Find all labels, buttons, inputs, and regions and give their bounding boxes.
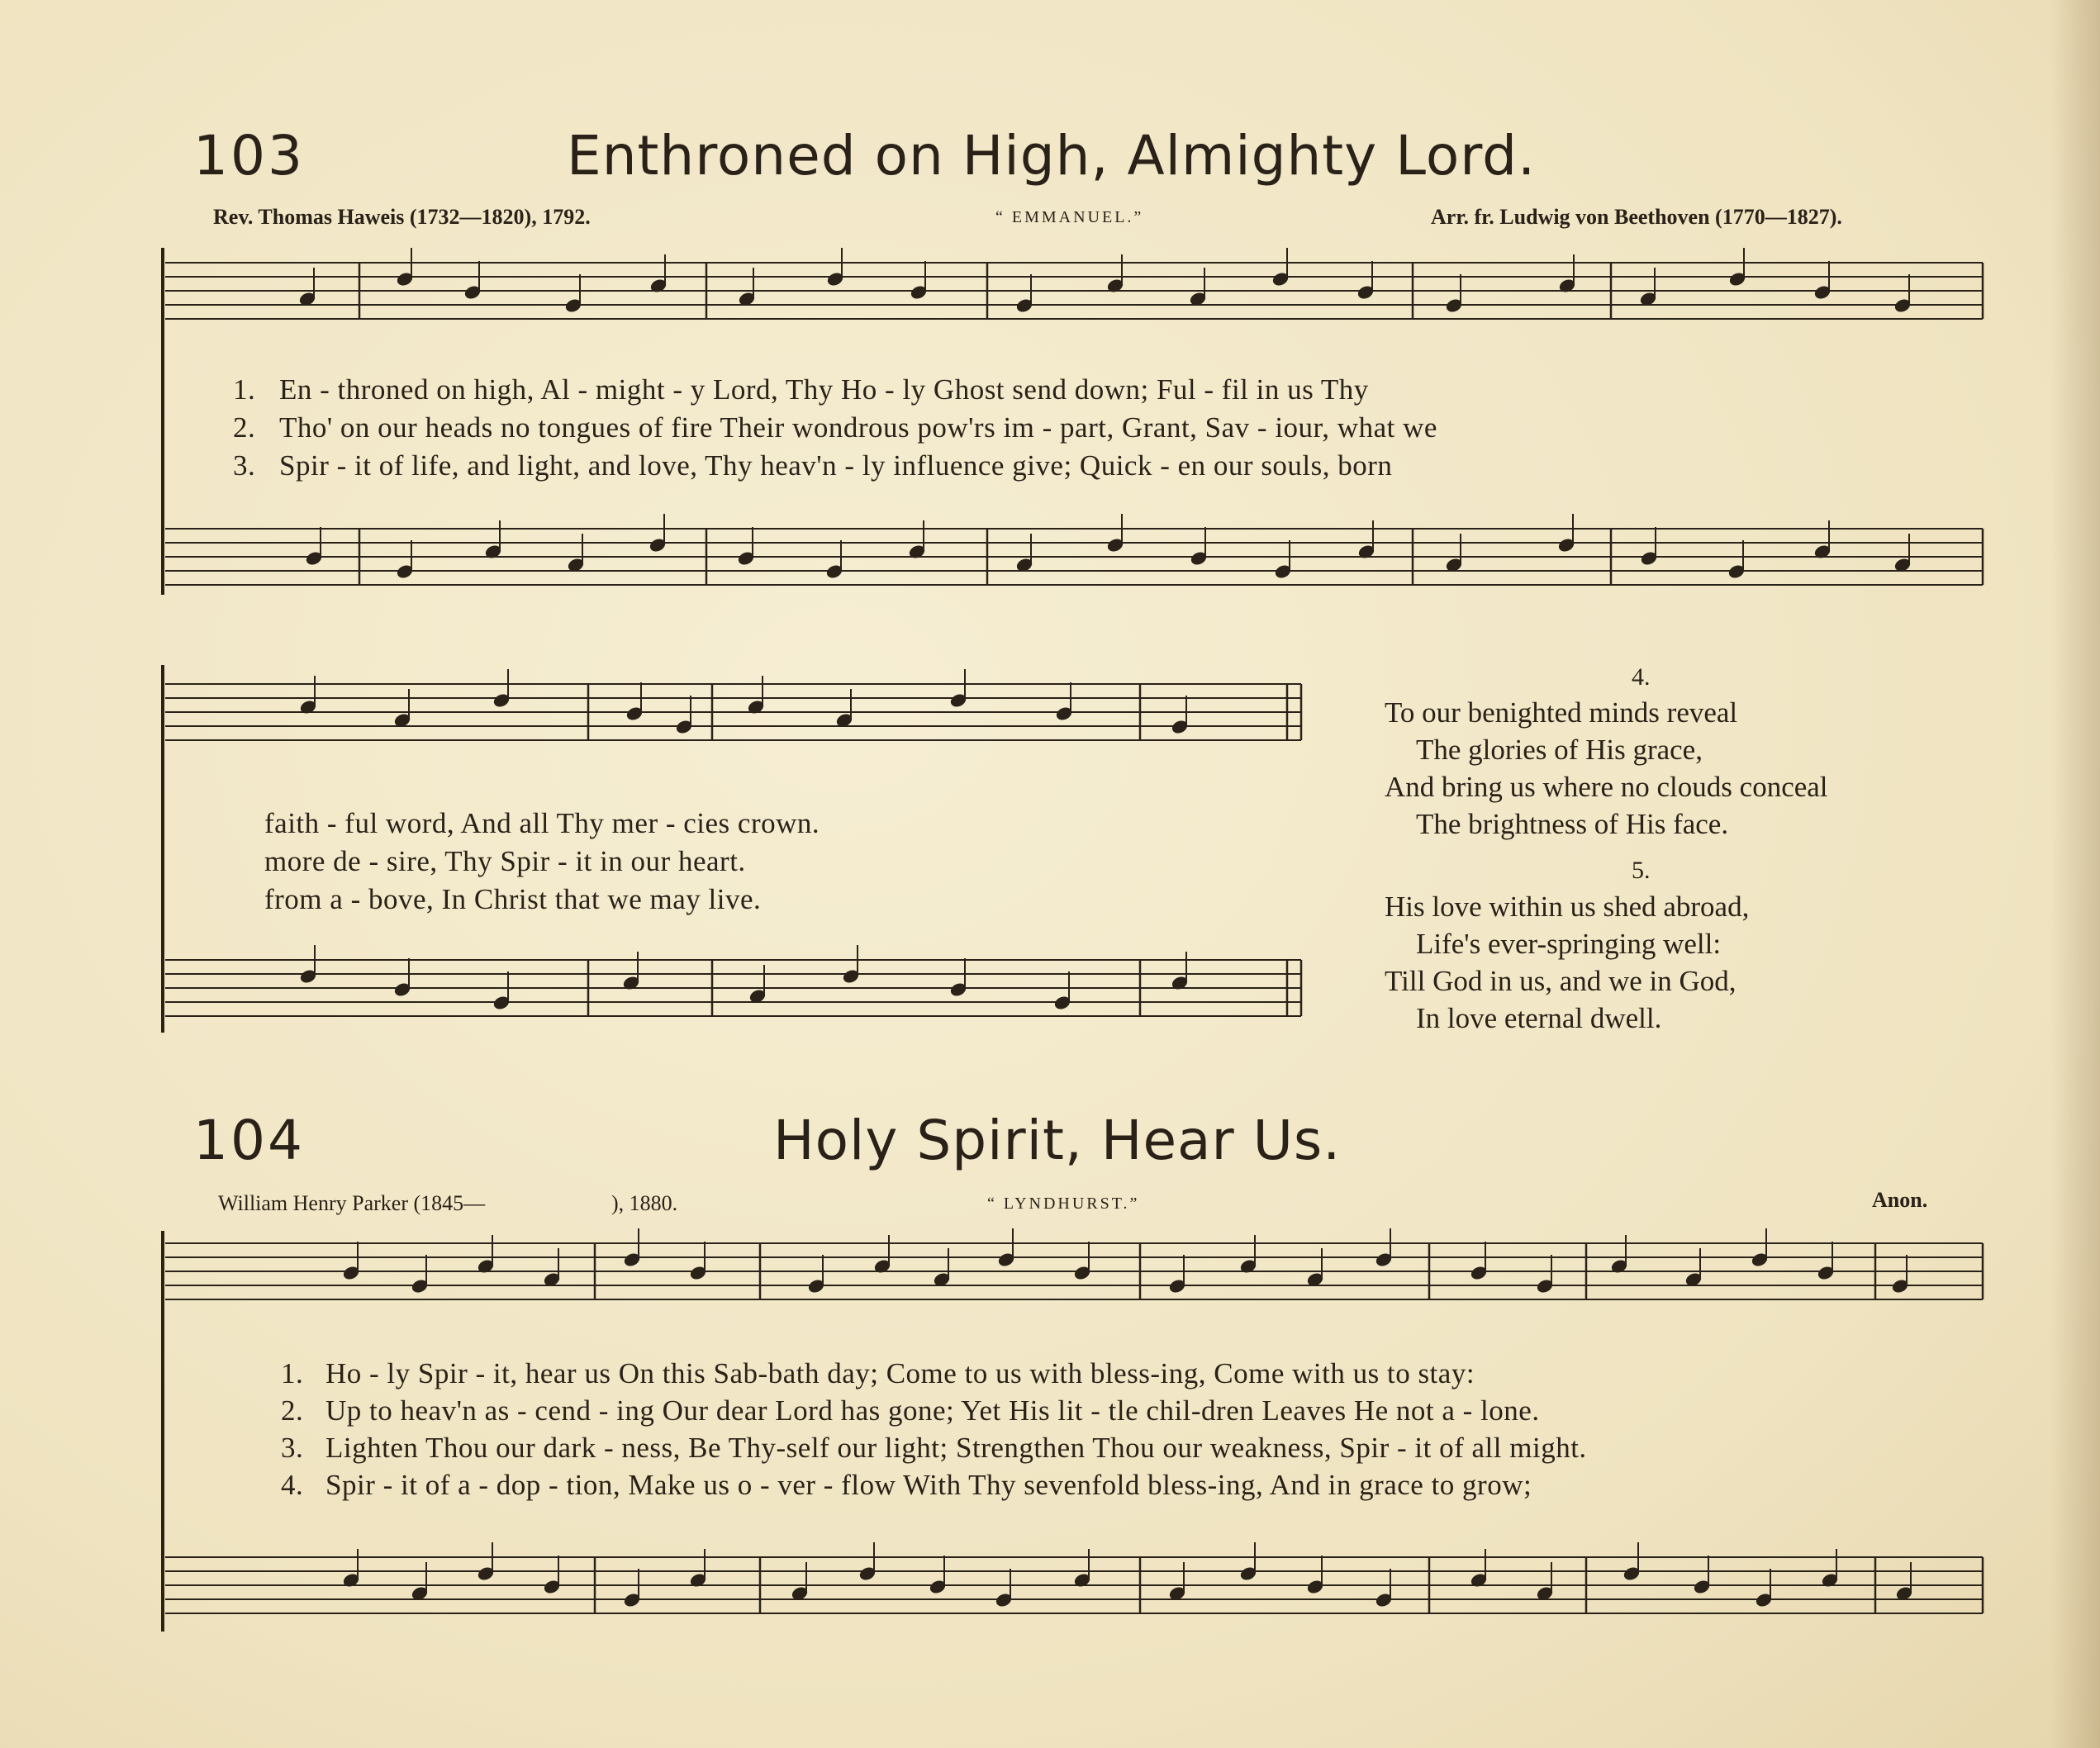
lyric-line: Lighten Thou our dark - ness, Be Thy-self our light; Strengthen Thou our weakness, Spir - it of all might.	[325, 1432, 1587, 1464]
stanza-line: Till God in us, and we in God,	[1385, 965, 1737, 997]
hymn-103-author: Rev. Thomas Haweis (1732—1820), 1792.	[213, 205, 591, 229]
stanza-line: The glories of His grace,	[1416, 734, 1703, 766]
verse-number: 3.	[281, 1432, 304, 1464]
lyric-line: Spir - it of a - dop - tion, Make us o - ver - flow With Thy sevenfold bless-ing, And in grace to grow;	[325, 1469, 1532, 1501]
hymn-103-number: 103	[193, 124, 305, 188]
stanza-number: 4.	[1632, 663, 1651, 691]
verse-number: 1.	[233, 373, 256, 406]
hymn-104-number: 104	[193, 1109, 305, 1172]
stanza-line: And bring us where no clouds conceal	[1385, 771, 1828, 803]
lyric-line: more de - sire, Thy Spir - it in our heart.	[264, 845, 746, 877]
lyric-line: En - throned on high, Al - might - y Lord, Thy Ho - ly Ghost send down; Ful - fil in us Thy	[279, 373, 1369, 406]
lyric-line: Ho - ly Spir - it, hear us On this Sab-bath day; Come to us with bless-ing, Come with us to stay:	[325, 1357, 1475, 1389]
stanza-line: The brightness of His face.	[1416, 808, 1729, 840]
lyric-line: Up to heav'n as - cend - ing Our dear Lord has gone; Yet His lit - tle chil-dren Leaves He not a - lone.	[325, 1394, 1540, 1427]
hymn-104-author-end: ), 1880.	[611, 1191, 678, 1215]
lyric-line: Tho' on our heads no tongues of fire Their wondrous pow'rs im - part, Grant, Sav - iour, what we	[279, 411, 1437, 444]
hymn-104-composer: Anon.	[1872, 1188, 1928, 1212]
stanza-line: His love within us shed abroad,	[1385, 891, 1750, 923]
verse-number: 1.	[281, 1357, 304, 1389]
lyric-line: faith - ful word, And all Thy mer - cies crown.	[264, 807, 820, 839]
verse-number: 2.	[281, 1394, 304, 1427]
verse-number: 2.	[233, 411, 256, 444]
hymn-103-composer: Arr. fr. Ludwig von Beethoven (1770—1827).	[1431, 205, 1842, 229]
lyric-line: Spir - it of life, and light, and love, Thy heav'n - ly influence give; Quick - en our souls, born	[279, 449, 1393, 482]
verse-number: 3.	[233, 449, 256, 482]
hymn-103-tune: “ EMMANUEL.”	[995, 208, 1144, 226]
stanza-line: Life's ever-springing well:	[1416, 928, 1722, 960]
stanza-number: 5.	[1632, 857, 1651, 884]
stanza-line: In love eternal dwell.	[1416, 1002, 1662, 1034]
hymn-104-tune: “ LYNDHURST.”	[987, 1195, 1140, 1213]
lyric-line: from a - bove, In Christ that we may live.	[264, 883, 762, 915]
hymn-104-title: Holy Spirit, Hear Us.	[773, 1109, 1342, 1172]
hymn-104-author: William Henry Parker (1845—	[218, 1191, 486, 1215]
verse-number: 4.	[281, 1469, 304, 1501]
stanza-line: To our benighted minds reveal	[1385, 696, 1738, 729]
hymn-103-title: Enthroned on High, Almighty Lord.	[567, 124, 1537, 188]
